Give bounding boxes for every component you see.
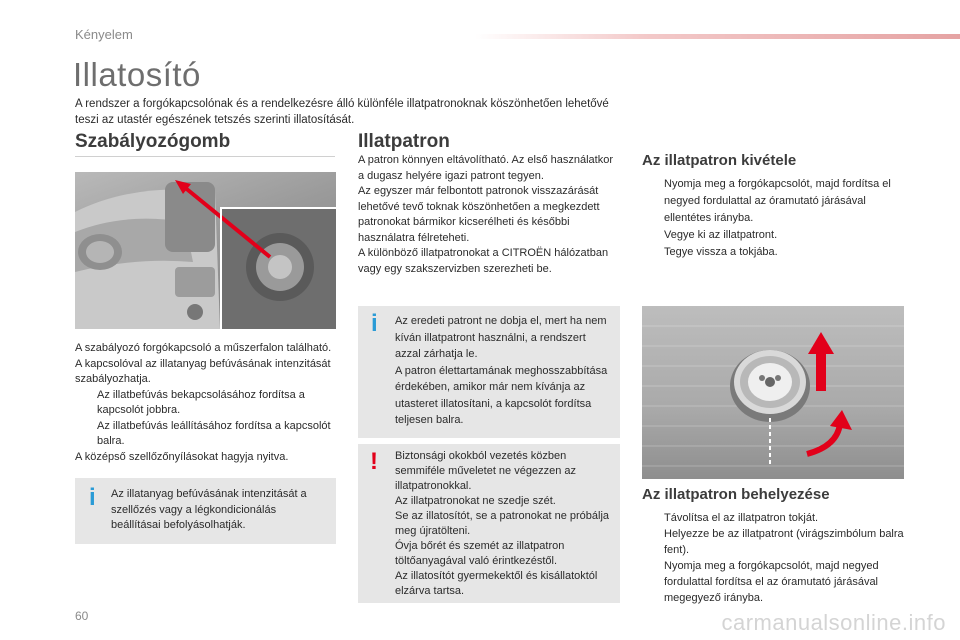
heading-control-knob: Szabályozógomb	[75, 131, 231, 152]
cartridge-illustration	[642, 306, 904, 479]
warning-text	[395, 449, 613, 599]
warning-box	[358, 444, 620, 603]
intro-text: A rendszer a forgókapcsolónak és a rendelkezésre álló különféle illatpatronoknak köszönhetően lehetővé teszi az utastér egészének tetszés szerinti illatosítását.	[75, 98, 609, 126]
list-item	[642, 227, 904, 244]
remove-steps	[642, 176, 904, 261]
step-text: Helyezze be az illatpatront (virágszimbólum balra fent).	[664, 528, 904, 556]
knob-description	[75, 341, 337, 465]
warning-icon: !	[370, 448, 378, 475]
page-title: Illatosító	[73, 56, 201, 93]
heading-insert-cartridge: Az illatpatron behelyezése	[642, 486, 830, 503]
info-text	[395, 313, 613, 429]
vents-note: A középső szellőzőnyílásokat hagyja nyitva.	[75, 450, 289, 463]
insert-steps	[642, 510, 904, 606]
header-gradient-bar	[475, 34, 960, 39]
knob-location-text: A szabályozó forgókapcsoló a műszerfalon található.	[75, 342, 332, 354]
info-box-intensity	[75, 478, 336, 544]
warning-item: Az illatosítót gyermekektől és kisállatoktól elzárva tartsa.	[395, 570, 598, 597]
bullet-text: Az illatbefúvás bekapcsolásához fordítsa a kapcsolót jobbra.	[97, 388, 305, 416]
step-text: Vegye ki az illatpatront.	[664, 229, 778, 241]
step-text: Nyomja meg a forgókapcsolót, majd negyed fordulattal fordítsa el az óramutató járásával megegyező irányba.	[664, 560, 879, 604]
warning-item: Se az illatosítót, se a patronokat ne próbálja meg újratölteni.	[395, 510, 610, 537]
cartridge-removal-text: A patron könnyen eltávolítható. Az első használatkor a dugasz helyére igazi patront tegyen.	[358, 154, 613, 182]
list-item	[642, 244, 904, 261]
info-original-cartridge: Az eredeti patront ne dobja el, mert ha nem kíván illatpatront használni, a rendszert azzal zárhatja le.	[395, 315, 607, 360]
info-icon: i	[89, 484, 96, 511]
dashboard-photo	[75, 172, 336, 329]
list-item	[75, 419, 337, 450]
knob-function-text: A kapcsolóval az illatanyag befúvásának intenzitását szabályozhatja.	[75, 357, 331, 385]
info-icon: i	[371, 310, 378, 337]
cartridge-storage-text: Az egyszer már felbontott patronok visszazárását lehetővé tevő toknak köszönhetően a megkezdett patronokat bármikor kicserélheti és későbbi használatra félreteheti.	[358, 185, 600, 244]
info-box-cartridge	[358, 306, 620, 438]
heading-remove-cartridge: Az illatpatron kivétele	[642, 152, 797, 169]
cartridge-purchase-text: A különböző illatpatronokat a CITROËN hálózatban vagy egy szakszervizben szerezheti be.	[358, 247, 609, 275]
warning-item: Óvja bőrét és szemét az illatpatron töltőanyagával való érintkezéstől.	[395, 540, 565, 567]
heading-rule	[75, 156, 335, 157]
page-number: 60	[75, 609, 89, 623]
list-item	[642, 558, 904, 606]
step-text: Tegye vissza a tokjába.	[664, 246, 778, 258]
section-label: Kényelem	[75, 27, 133, 42]
list-item	[642, 526, 904, 558]
warning-item: Biztonsági okokból vezetés közben semmiféle műveletet ne végezzen az illatpatronokkal.	[395, 450, 576, 492]
step-text: Távolítsa el az illatpatron tokját.	[664, 512, 819, 524]
heading-cartridge: Illatpatron	[358, 131, 450, 152]
watermark: carmanualsonline.info	[721, 610, 946, 635]
info-lifetime: A patron élettartamának meghosszabbítása érdekében, amikor már nem kívánja az utasteret illatosítani, a kapcsolót fordítsa teljesen balra.	[395, 364, 608, 426]
list-item	[642, 510, 904, 526]
cartridge-photo	[642, 306, 904, 479]
bullet-text: Az illatbefúvás leállításához fordítsa a kapcsolót balra.	[97, 419, 331, 447]
list-item	[75, 388, 337, 419]
dashboard-illustration	[75, 172, 336, 329]
info-text: Az illatanyag befúvásának intenzitását a szellőzés vagy a légkondicionálás beállításai befolyásolhatják.	[111, 488, 307, 531]
cartridge-description	[358, 153, 622, 277]
step-text: Nyomja meg a forgókapcsolót, majd fordítsa el negyed fordulattal az óramutató járásával ellentétes irányba.	[664, 178, 891, 224]
list-item	[642, 176, 904, 227]
warning-item: Az illatpatronokat ne szedje szét.	[395, 495, 556, 507]
